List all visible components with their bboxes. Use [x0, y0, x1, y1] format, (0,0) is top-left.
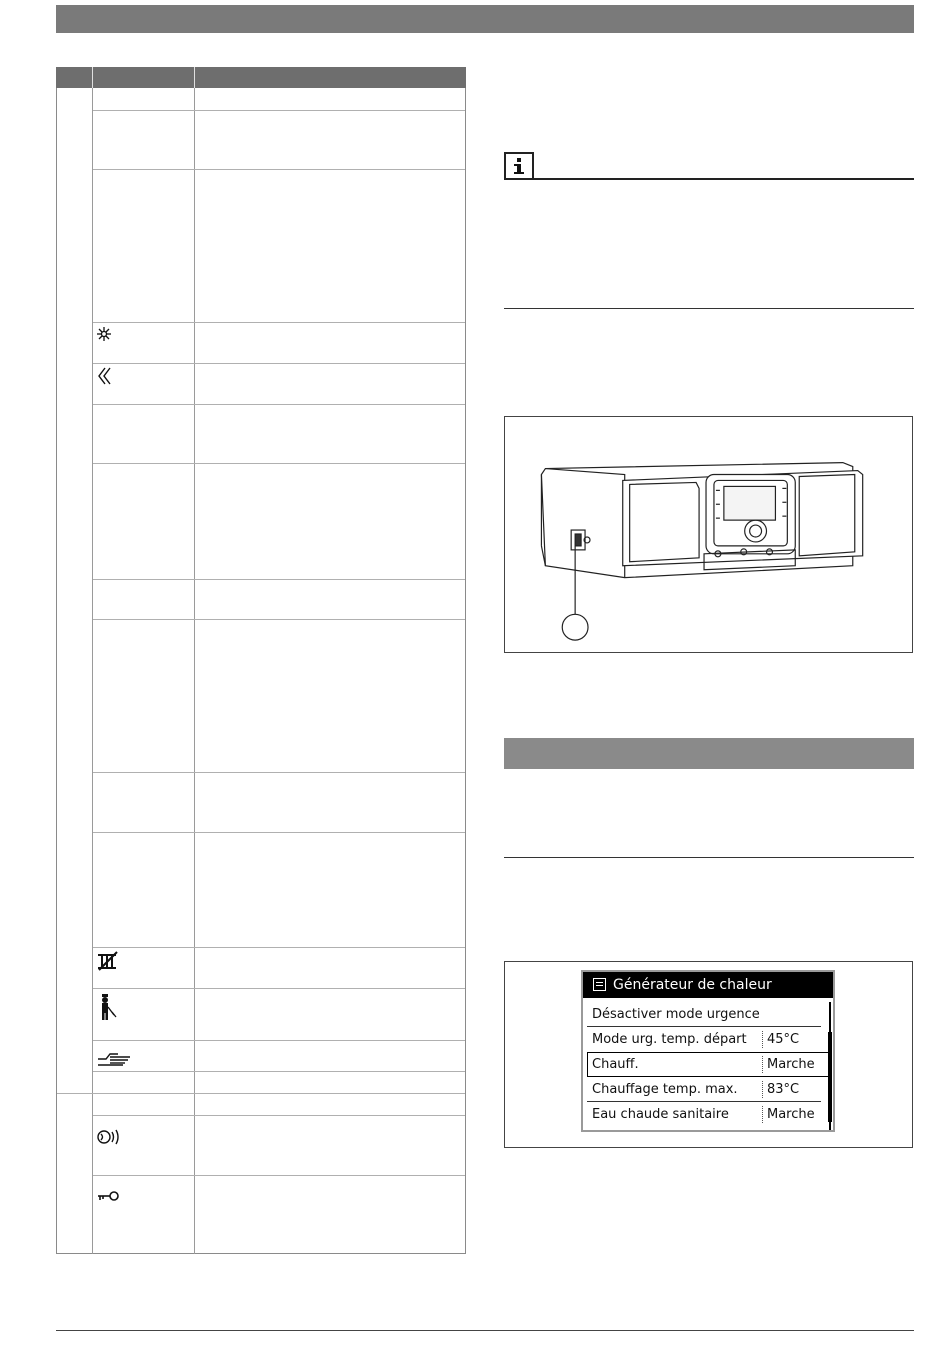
column-separator — [194, 67, 195, 88]
row-separator — [93, 1071, 465, 1072]
row-separator — [93, 772, 465, 773]
table-header — [56, 67, 466, 88]
row-separator — [93, 832, 465, 833]
section-heading-bar — [504, 738, 914, 769]
footer-rule — [56, 1330, 914, 1331]
info-end-rule — [504, 308, 914, 309]
row-separator — [93, 363, 465, 364]
column-separator — [194, 67, 195, 1254]
remote-signal-icon — [96, 1126, 132, 1150]
row-separator — [93, 1115, 465, 1116]
menu-item-heating-max-temp[interactable]: Chauffage temp. max. 83°C — [587, 1077, 821, 1102]
group-separator — [57, 1093, 465, 1094]
menu-item-hot-water[interactable]: Eau chaude sanitaire Marche — [592, 1107, 815, 1122]
row-separator — [93, 1040, 465, 1041]
row-separator — [93, 322, 465, 323]
column-separator — [92, 67, 93, 1254]
header-bar — [56, 5, 914, 33]
sun-icon — [96, 324, 132, 348]
row-separator — [93, 579, 465, 580]
row-separator — [93, 404, 465, 405]
menu-screen — [581, 970, 835, 1132]
menu-item-disable-emergency[interactable]: Désactiver mode urgence — [587, 1002, 821, 1027]
row-separator — [93, 110, 465, 111]
symbol-table — [56, 67, 466, 1254]
screen-title-bar — [583, 972, 833, 998]
chimney-sweep-icon — [96, 993, 132, 1023]
row-separator — [93, 619, 465, 620]
info-icon — [504, 152, 534, 180]
row-separator — [93, 947, 465, 948]
menu-list-icon — [593, 978, 606, 991]
row-separator — [93, 463, 465, 464]
row-separator — [93, 988, 465, 989]
scrollbar-thumb[interactable] — [828, 1032, 832, 1122]
display-figure — [504, 961, 913, 1148]
crossed-radiator-icon — [96, 949, 132, 973]
row-separator — [93, 1175, 465, 1176]
menu-item-emergency-flow-temp[interactable]: Mode urg. temp. départ 45°C — [592, 1032, 800, 1047]
manual-hand-icon — [96, 1044, 136, 1068]
column-separator — [92, 67, 93, 88]
section-end-rule — [504, 857, 914, 858]
row-separator — [93, 169, 465, 170]
double-chevron-icon — [96, 365, 132, 389]
key-icon — [96, 1185, 132, 1209]
menu-item-heating-selected[interactable]: Chauff. Marche — [587, 1052, 829, 1077]
screen-title: Générateur de chaleur — [613, 977, 772, 993]
control-unit-figure — [504, 416, 913, 653]
info-rule — [534, 178, 914, 180]
